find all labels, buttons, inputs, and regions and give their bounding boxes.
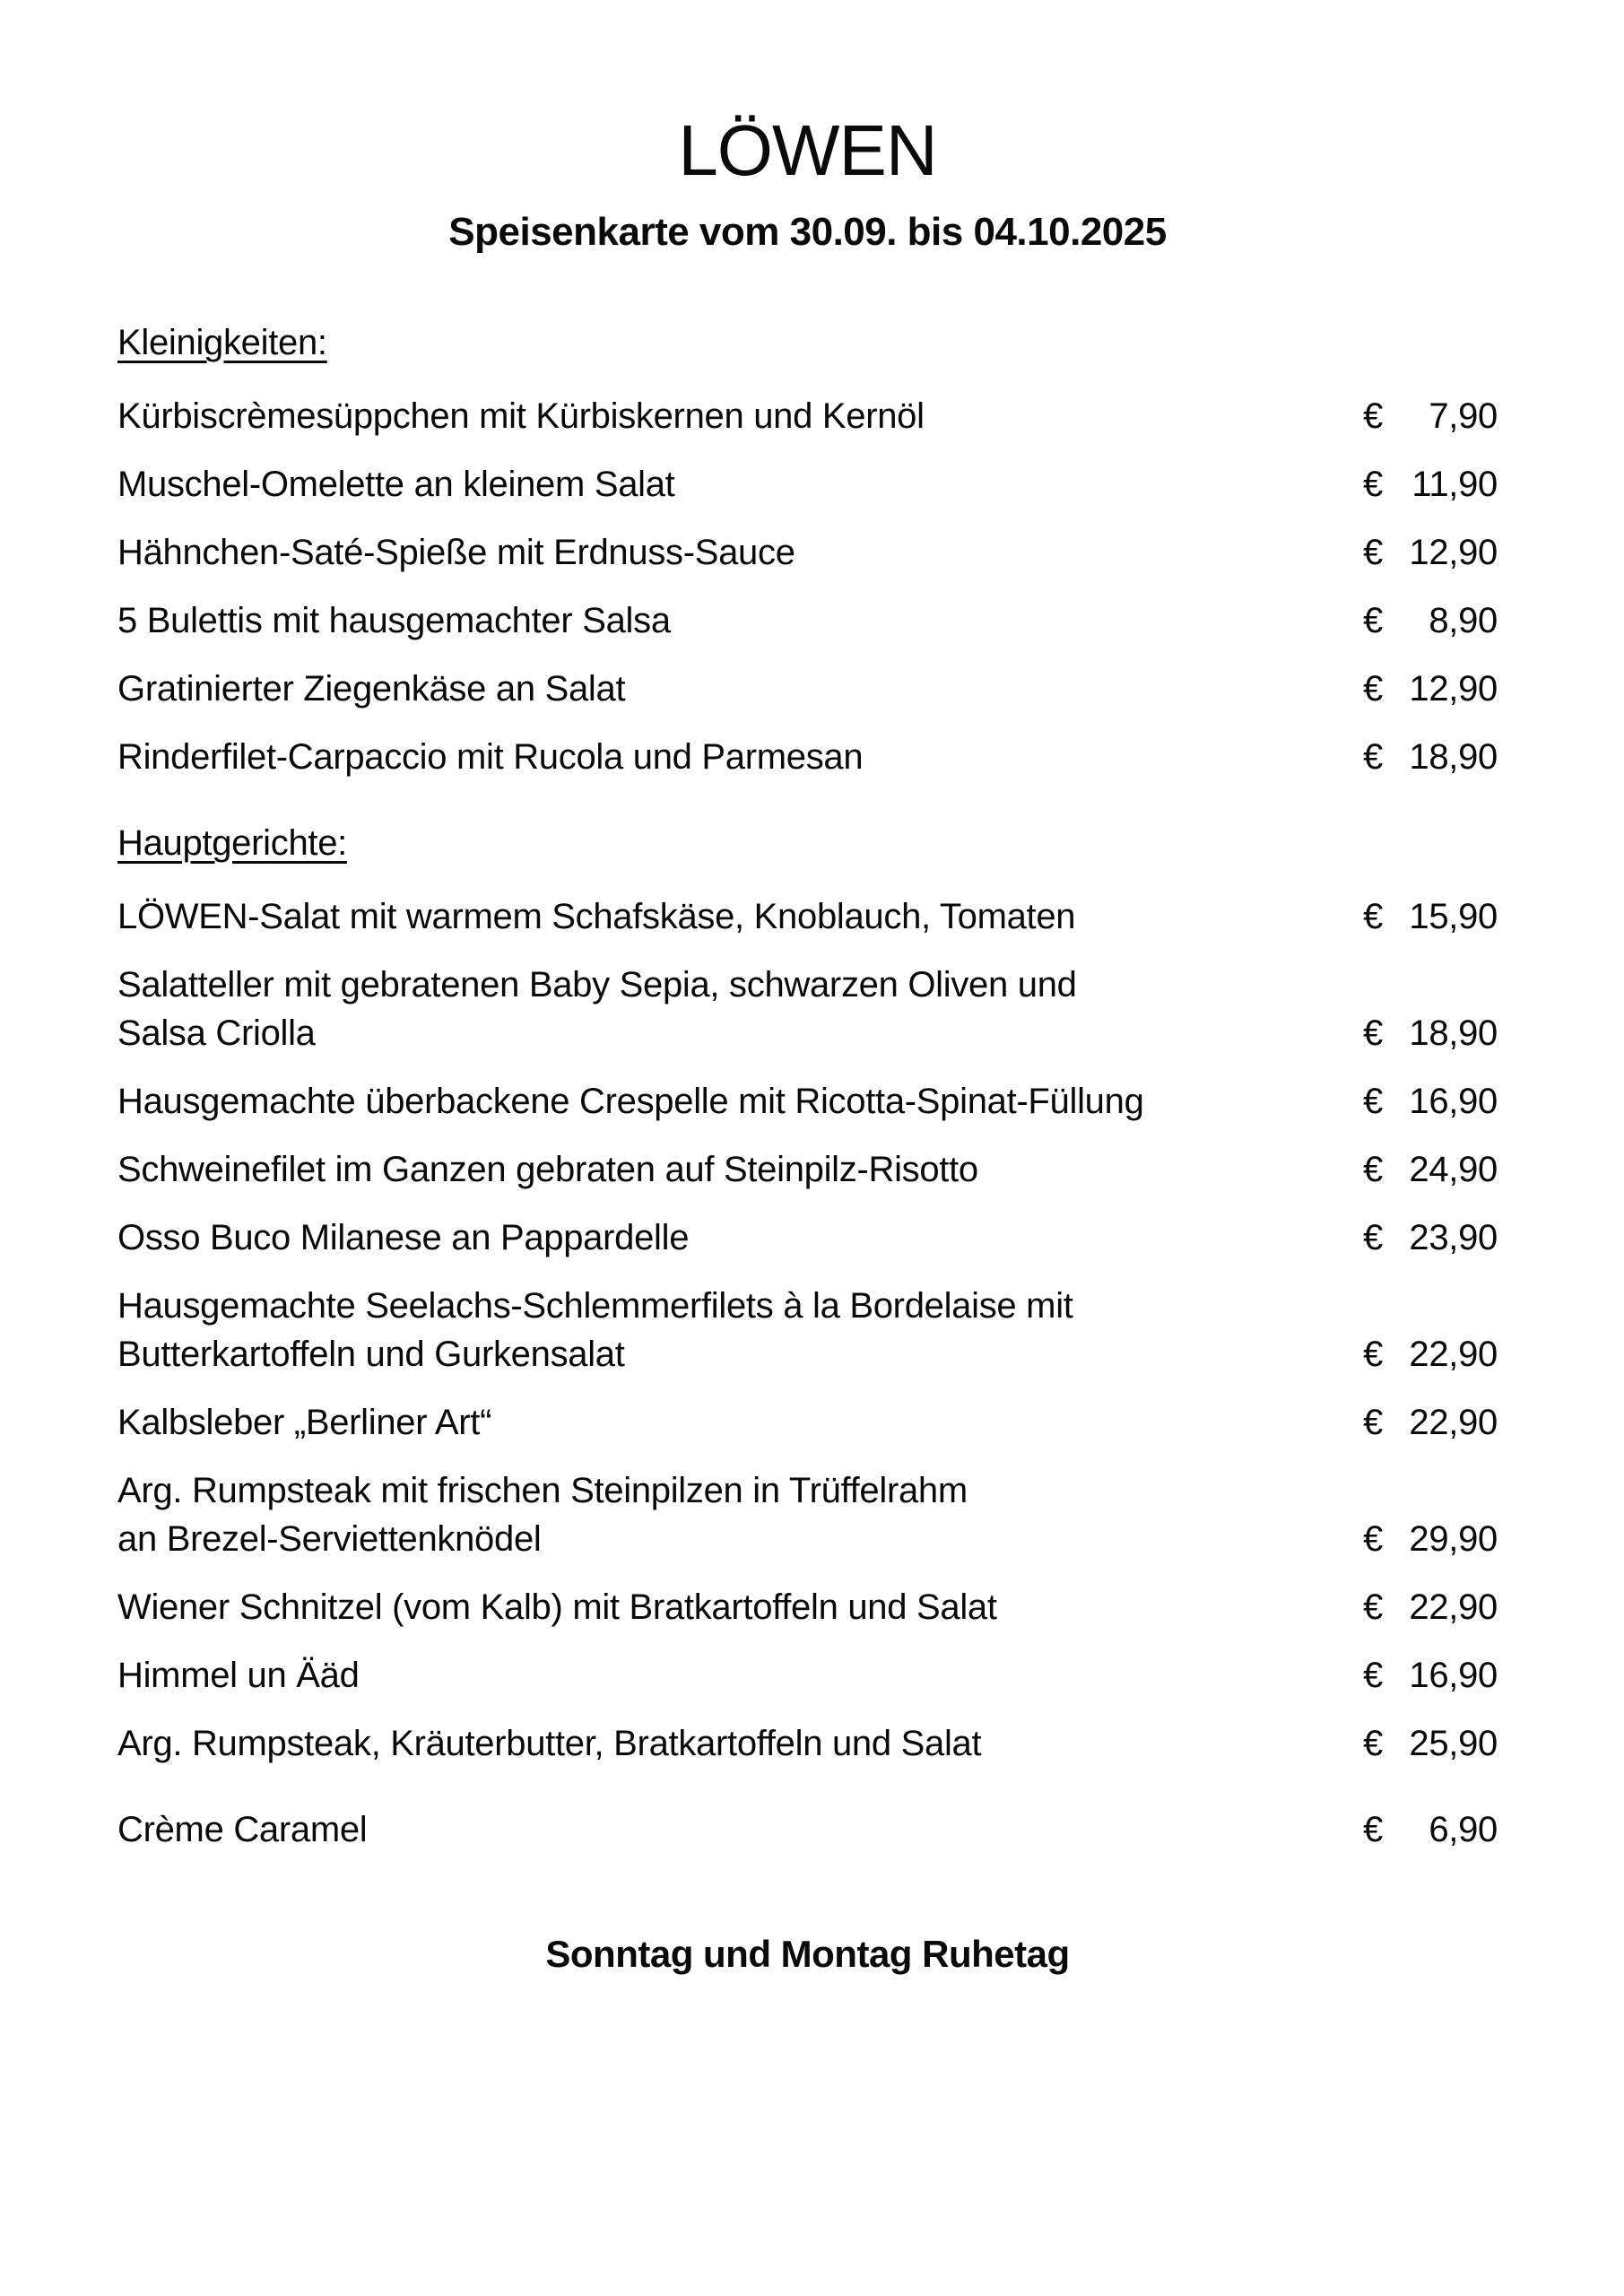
dish-name: LÖWEN-Salat mit warmem Schafskäse, Knoblauch, Tomaten bbox=[117, 897, 1076, 936]
menu-item-row bbox=[117, 1213, 1498, 1262]
currency-symbol: € bbox=[1363, 465, 1383, 504]
menu-item-row bbox=[117, 1077, 1498, 1126]
menu-item-row bbox=[117, 1805, 1498, 1854]
currency-symbol: € bbox=[1363, 1403, 1383, 1442]
menu-item-row bbox=[117, 1719, 1498, 1768]
menu-section bbox=[117, 819, 1498, 1768]
menu-item-row bbox=[117, 1466, 1498, 1563]
dish-price bbox=[1363, 392, 1498, 440]
price-amount: 16,90 bbox=[1409, 1656, 1498, 1695]
dish-price bbox=[1363, 733, 1498, 781]
price-amount: 22,90 bbox=[1409, 1587, 1498, 1627]
currency-symbol: € bbox=[1363, 396, 1383, 436]
menu-item-row bbox=[117, 733, 1498, 781]
currency-symbol: € bbox=[1363, 669, 1383, 709]
dish-price bbox=[1363, 1583, 1498, 1631]
currency-symbol: € bbox=[1363, 533, 1383, 572]
dish-price bbox=[1363, 892, 1498, 941]
menu-item-row bbox=[117, 1583, 1498, 1631]
dish-name: Schweinefilet im Ganzen gebraten auf Steinpilz-Risotto bbox=[117, 1150, 978, 1189]
price-amount: 25,90 bbox=[1409, 1724, 1498, 1763]
price-amount: 15,90 bbox=[1409, 897, 1498, 936]
menu-item-row bbox=[117, 665, 1498, 713]
menu-item-row bbox=[117, 1282, 1498, 1378]
price-amount: 24,90 bbox=[1409, 1150, 1498, 1189]
menu-item-row bbox=[117, 1145, 1498, 1194]
dish-name: Wiener Schnitzel (vom Kalb) mit Bratkartoffeln und Salat bbox=[117, 1587, 997, 1627]
dish-name: 5 Bulettis mit hausgemachter Salsa bbox=[117, 601, 671, 640]
price-amount: 22,90 bbox=[1409, 1403, 1498, 1442]
menu-item-row bbox=[117, 596, 1498, 645]
dish-price bbox=[1363, 665, 1498, 713]
dish-price bbox=[1363, 1719, 1498, 1768]
dish-price bbox=[1363, 1805, 1498, 1854]
currency-symbol: € bbox=[1363, 1810, 1383, 1849]
dish-price bbox=[1363, 1330, 1498, 1378]
currency-symbol: € bbox=[1363, 897, 1383, 936]
dish-name: Arg. Rumpsteak, Kräuterbutter, Bratkartoffeln und Salat bbox=[117, 1724, 982, 1763]
dish-name: Hausgemachte überbackene Crespelle mit Ricotta-Spinat-Füllung bbox=[117, 1082, 1144, 1121]
price-amount: 11,90 bbox=[1411, 465, 1498, 504]
currency-symbol: € bbox=[1363, 1656, 1383, 1695]
menu-item-row bbox=[117, 392, 1498, 440]
dish-name: Muschel-Omelette an kleinem Salat bbox=[117, 465, 675, 504]
menu-item-row bbox=[117, 1398, 1498, 1447]
dish-name: Crème Caramel bbox=[117, 1810, 368, 1849]
page-subtitle: Speisenkarte vom 30.09. bis 04.10.2025 bbox=[448, 210, 1167, 254]
currency-symbol: € bbox=[1363, 1335, 1383, 1374]
currency-symbol: € bbox=[1363, 1724, 1383, 1763]
dish-price bbox=[1363, 1077, 1498, 1126]
menu-header bbox=[117, 108, 1498, 257]
currency-symbol: € bbox=[1363, 1218, 1383, 1257]
price-amount: 29,90 bbox=[1409, 1519, 1498, 1559]
closing-days-note: Sonntag und Montag Ruhetag bbox=[545, 1933, 1070, 1975]
dish-name: Gratinierter Ziegenkäse an Salat bbox=[117, 669, 626, 709]
page-title: LÖWEN bbox=[678, 110, 937, 190]
dish-price bbox=[1363, 1515, 1498, 1563]
dish-name: Osso Buco Milanese an Pappardelle bbox=[117, 1218, 690, 1257]
currency-symbol: € bbox=[1363, 737, 1383, 777]
price-amount: 18,90 bbox=[1409, 737, 1498, 777]
price-amount: 16,90 bbox=[1409, 1082, 1498, 1121]
menu-item-row bbox=[117, 892, 1498, 941]
currency-symbol: € bbox=[1363, 1519, 1383, 1559]
currency-symbol: € bbox=[1363, 1082, 1383, 1121]
menu-sections bbox=[117, 318, 1498, 1854]
menu-item-row bbox=[117, 1651, 1498, 1700]
menu-section bbox=[117, 318, 1498, 781]
dish-name: Himmel un Ääd bbox=[117, 1656, 360, 1695]
currency-symbol: € bbox=[1363, 1587, 1383, 1627]
section-heading: Kleinigkeiten: bbox=[117, 323, 327, 362]
dish-name: Salatteller mit gebratenen Baby Sepia, schwarzen Oliven und Salsa Criolla bbox=[117, 965, 1077, 1053]
dish-price bbox=[1363, 1145, 1498, 1194]
dish-name: Kürbiscrèmesüppchen mit Kürbiskernen und Kernöl bbox=[117, 396, 925, 436]
section-heading: Hauptgerichte: bbox=[117, 823, 347, 863]
dish-price bbox=[1363, 1651, 1498, 1700]
menu-item-row bbox=[117, 961, 1498, 1057]
dish-price bbox=[1363, 1398, 1498, 1447]
price-amount: 12,90 bbox=[1409, 669, 1498, 709]
price-amount: 23,90 bbox=[1409, 1218, 1498, 1257]
menu-item-row bbox=[117, 460, 1498, 509]
price-amount: 18,90 bbox=[1409, 1013, 1498, 1053]
currency-symbol: € bbox=[1363, 1150, 1383, 1189]
price-amount: 6,90 bbox=[1429, 1810, 1498, 1849]
dish-name: Rinderfilet-Carpaccio mit Rucola und Parmesan bbox=[117, 737, 864, 777]
dish-price bbox=[1363, 1213, 1498, 1262]
dish-name: Kalbsleber „Berliner Art“ bbox=[117, 1403, 492, 1442]
price-amount: 8,90 bbox=[1429, 601, 1498, 640]
dish-price bbox=[1363, 596, 1498, 645]
dish-name: Hähnchen-Saté-Spieße mit Erdnuss-Sauce bbox=[117, 533, 795, 572]
price-amount: 7,90 bbox=[1429, 396, 1498, 436]
price-amount: 22,90 bbox=[1409, 1335, 1498, 1374]
menu-section bbox=[117, 1805, 1498, 1854]
dish-price bbox=[1363, 1009, 1498, 1057]
currency-symbol: € bbox=[1363, 1013, 1383, 1053]
menu-item-row bbox=[117, 528, 1498, 577]
dish-name: Hausgemachte Seelachs-Schlemmerfilets à la Bordelaise mit Butterkartoffeln und Gurkensalat bbox=[117, 1286, 1073, 1374]
price-amount: 12,90 bbox=[1409, 533, 1498, 572]
dish-price bbox=[1363, 528, 1498, 577]
currency-symbol: € bbox=[1363, 601, 1383, 640]
dish-price bbox=[1363, 460, 1498, 509]
dish-name: Arg. Rumpsteak mit frischen Steinpilzen in Trüffelrahm an Brezel-Serviettenknödel bbox=[117, 1471, 968, 1559]
